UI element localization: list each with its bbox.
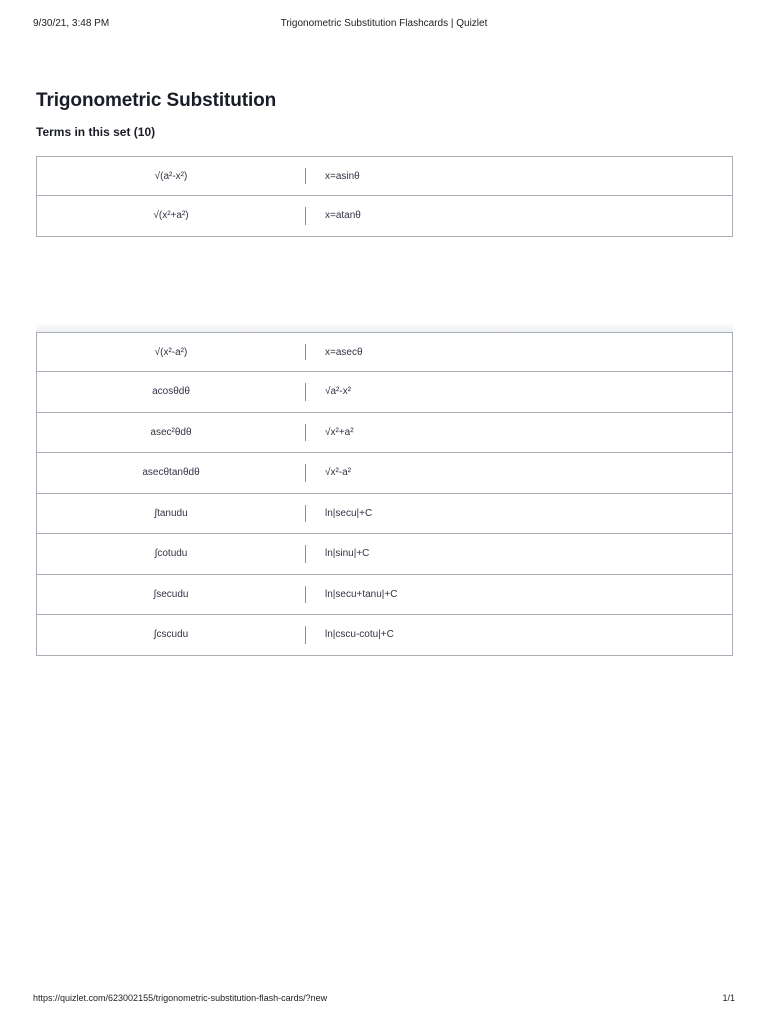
- page-url-link[interactable]: https://quizlet.com/623002155/trigonometric-substitution-flash-cards/?new: [33, 993, 328, 1003]
- card-definition: √a²-x²: [325, 386, 352, 398]
- print-footer: [33, 993, 735, 1007]
- card-row: [36, 372, 733, 413]
- card-term: asecθtanθdθ: [142, 467, 200, 479]
- print-header: [33, 18, 735, 32]
- card-row: [36, 453, 733, 494]
- card-row: [36, 615, 733, 656]
- card-term: ∫cotudu: [154, 548, 188, 560]
- page-break-shade: [36, 323, 733, 332]
- card-definition: ln|secu|+C: [325, 507, 373, 519]
- card-definition: ln|sinu|+C: [325, 548, 370, 560]
- card-definition: √x²+a²: [325, 426, 354, 438]
- card-divider: [305, 586, 306, 604]
- card-divider: [305, 168, 306, 184]
- card-definition: ln|cscu-cotu|+C: [325, 629, 394, 641]
- card-row: [36, 196, 733, 237]
- card-divider: [305, 344, 306, 360]
- card-divider: [305, 424, 306, 442]
- page-number: 1/1: [722, 993, 735, 1003]
- card-term: √(x²+a²): [153, 210, 189, 222]
- card-term: ∫cscudu: [153, 629, 189, 641]
- card-divider: [305, 207, 306, 225]
- card-row: [36, 534, 733, 575]
- card-list: [36, 156, 733, 237]
- card-definition: x=asecθ: [325, 346, 363, 358]
- print-datetime: 9/30/21, 3:48 PM: [33, 18, 110, 29]
- card-term: ∫secudu: [153, 588, 189, 600]
- card-row: [36, 575, 733, 616]
- card-term: √(x²-a²): [154, 346, 188, 358]
- card-divider: [305, 545, 306, 563]
- card-row: [36, 332, 733, 372]
- card-divider: [305, 626, 306, 644]
- card-term: ∫tanudu: [154, 507, 188, 519]
- card-definition: ln|secu+tanu|+C: [325, 588, 398, 600]
- card-row: [36, 156, 733, 196]
- card-definition: √x²-a²: [325, 467, 352, 479]
- card-divider: [305, 505, 306, 523]
- card-term: acosθdθ: [152, 386, 190, 398]
- print-page-title: Trigonometric Substitution Flashcards | Quizlet: [280, 18, 488, 29]
- card-row: [36, 413, 733, 454]
- card-term: √(a²-x²): [154, 170, 188, 182]
- card-row: [36, 494, 733, 535]
- card-term: asec²θdθ: [150, 426, 192, 438]
- terms-count: Terms in this set (10): [36, 125, 156, 139]
- card-list: [36, 332, 733, 656]
- card-definition: x=atanθ: [325, 210, 361, 222]
- card-definition: x=asinθ: [325, 170, 360, 182]
- card-divider: [305, 383, 306, 401]
- set-title: Trigonometric Substitution: [36, 90, 277, 111]
- card-divider: [305, 464, 306, 482]
